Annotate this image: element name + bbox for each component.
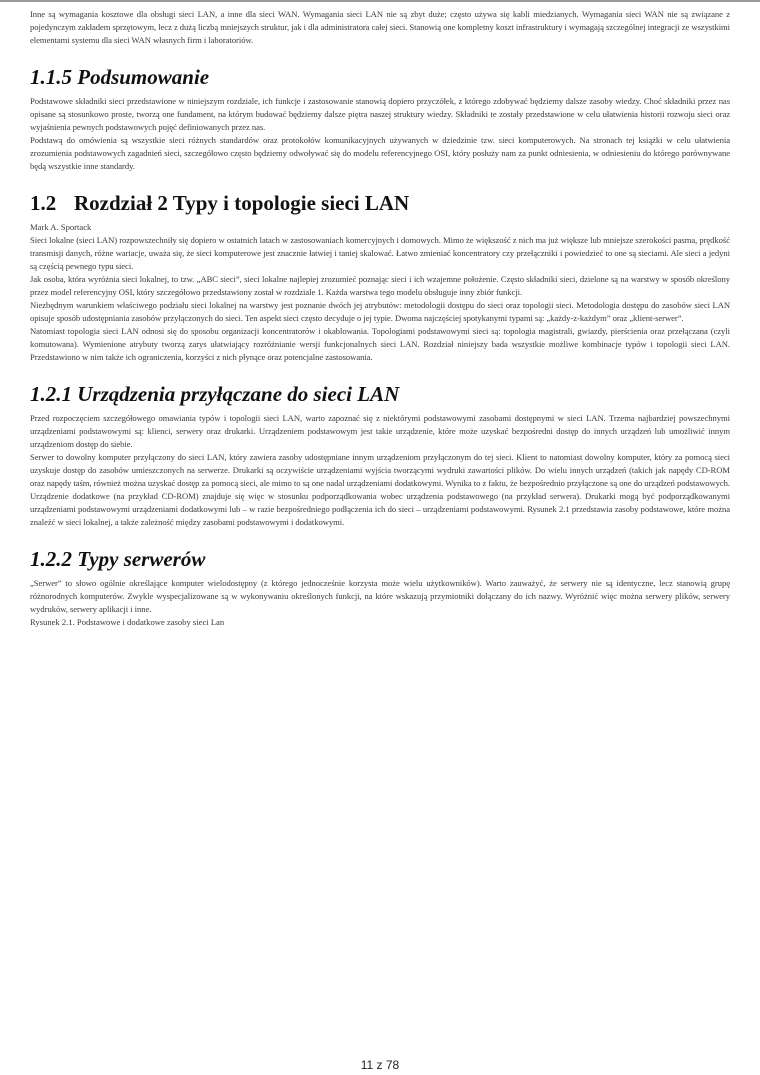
section-number: 1.1.5: [30, 65, 72, 89]
section-number: 1.2.2: [30, 547, 72, 571]
paragraph: „Serwer” to słowo ogólnie określające komputer wielodostępny (z którego jednocześnie korzysta może wielu użytkowników). Warto zauważyć, że serwery nie są identyczne, lecz stanowią grupę różnorodnych komputerów. Zwykle wyspecjalizowane są w wykonywaniu określonych funkcji, na które wskazują przymiotniki dołączany do ich nazwy. Wyróżnić więc można serwery plików, serwery wydruków, serwery aplikacji i inne.: [30, 578, 730, 614]
chapter-title: Rozdział 2 Typy i topologie sieci LAN: [74, 191, 410, 215]
paragraph: Niezbędnym warunkiem właściwego podziału sieci lokalnej na warstwy jest poznanie dwóch jej atrybutów: metodologii dostępu do sieci oraz topologii sieci. Metodologia dostępu do zasobów sieci LAN opisuje sposób udostępniania zasobów przyłączonych do sieci. Ten aspekt sieci często decyduje o jej typie. Dwoma najczęściej spotykanymi typami są: „każdy-z-każdym” oraz „klient-serwer”.: [30, 300, 730, 323]
page-content: [30, 8, 730, 629]
intro-paragraph: Inne są wymagania kosztowe dla obsługi sieci LAN, a inne dla sieci WAN. Wymagania sieci LAN nie są zbyt duże; często używa się kabli miedzianych. Wymagania sieci WAN nie są związane z pojedynczym zakładem sprzętowym, lecz z dużą liczbą mniejszych struktur, jak i dla administratora całej sieci. Stanowią one kompletny koszt infrastruktury i wymagają szczególnej integracji ze wszystkimi elementami systemu dla sieci WAN własnych firm i laboratoriów.: [30, 9, 730, 45]
paragraph: Serwer to dowolny komputer przyłączony do sieci LAN, który zawiera zasoby udostępniane innym urządzeniom przyłączonym do tej sieci. Klient to natomiast dowolny komputer, który za pomocą sieci uzyskuje dostęp do zasobów umieszczonych na serwerze. Drukarki są oczywiście urządzeniami wyjścia tworzącymi wydruki zawartości plików. Do wielu innych urządzeń (takich jak napędy CD-ROM oraz napędy taśm, również można uzyskać dostęp za pomocą sieci, ale mimo to są one nadal urządzeniami dodatkowymi. Wynika to z faktu, że bezpośrednio przyłączone są one do urządzeń podstawowych. Urządzenie dodatkowe (na przykład CD-ROM) znajduje się więc w stosunku podporządkowania wobec urządzenia podstawowego (na przykład serwera). Drukarki mogą być podporządkowanymi urządzeniami podstawowymi urządzeniami dodatkowymi lub – w razie bezpośredniego podłączenia ich do sieci – urządzeniami podstawowymi. Rysunek 2.1 przedstawia zasoby podstawowe, które można znaleźć w sieci lokalnej, a także zależność między zasobami podstawowymi i dodatkowymi.: [30, 452, 730, 527]
paragraph: Sieci lokalne (sieci LAN) rozpowszechniły się dopiero w ostatnich latach w zastosowaniach komercyjnych i domowych. Mimo że większość z nich ma już większe lub mniejsze szerokości pasma, prędkość transmisji danych, różne wariacje, uważa się, że sieci komputerowe jest znacznie łatwiej i taniej skalować. Łatwo zmieniać koncentratory czy przełączniki i powiedzieć to one są sieciami. Ale sieci a jedyni są częścią pewnego typu sieci.: [30, 235, 730, 271]
section-number: 1.2.1: [30, 382, 72, 406]
chapter-author: Mark A. Sportack: [30, 222, 92, 232]
section-title: Typy serwerów: [77, 547, 206, 571]
page-top-border: [0, 0, 760, 2]
section-title: Urządzenia przyłączane do sieci LAN: [77, 382, 400, 406]
paragraph: Przed rozpoczęciem szczegółowego omawiania typów i topologii sieci LAN, warto zapoznać się z niektórymi podstawowymi zasobami dostępnymi w sieci LAN. Trzema najbardziej powszechnymi urządzeniami podstawowymi są: klienci, serwery oraz drukarki. Urządzeniem podstawowym jest takie urządzenie, które może uzyskać bezpośredni dostęp do innych urządzeń lub umożliwić innym urządzeniom dostęp do siebie.: [30, 413, 730, 449]
chapter-number: 1.2: [30, 191, 57, 215]
chapter-heading-1-2: [30, 191, 730, 215]
page-number: 11 z 78: [360, 1058, 400, 1072]
section-heading-1-2-1: [30, 382, 730, 406]
paragraph: Podstawowe składniki sieci przedstawione w niniejszym rozdziale, ich funkcje i zastosowanie stanowią dopiero przyczółek, z którego zdobywać będziemy dalsze zasoby wiedzy. Choć składniki przez nas opisane są stosunkowo proste, tworzą one fundament, na którym budować będziemy dalsze piętra naszej struktury wiedzy. Składniki te zostały przedstawione w celu ułatwienia historii rozwoju sieci oraz wyjaśnienia pewnych podstawowych pojęć definiowanych przez nas.: [30, 96, 730, 132]
paragraph: Podstawą do omówienia są wszystkie sieci różnych standardów oraz protokołów komunikacyjnych używanych w dziedzinie tzw. sieci komputerowych. Na stronach tej książki w celu ułatwienia zrozumienia podstawowych zagadnień sieci, szczegółowo często będziemy odwoływać się do modelu referencyjnego OSI, który posłuży nam za punkt odniesienia, w odniesieniu do którego porównywane będą wszystkie inne standardy.: [30, 135, 730, 171]
paragraph: Jak osoba, która wyróżnia sieci lokalnej, to tzw. „ABC sieci”, sieci lokalne najlepiej zrozumieć poznając sieci i ich wzajemne położenie. Często składniki sieci, dzielone są na warstwy w sposób określony przez model referencyjny OSI, który szczegółowo przedstawiony został w rozdziale 1. Każda warstwa tego modelu obsługuje inny zbiór funkcji.: [30, 274, 730, 297]
paragraph: Natomiast topologia sieci LAN odnosi się do sposobu organizacji koncentratorów i okablowania. Topologiami podstawowymi sieci są: topologia magistrali, gwiazdy, pierścienia oraz przełączana (czyli komutowana). Wymienione atrybuty tworzą zarys ułatwiający rozróżnianie wersji funkcjonalnych sieci LAN. Rozdział niniejszy bada wszystkie możliwe kombinacje typów i topologii sieci LAN. Przedstawiono w nim także ich ograniczenia, korzyści z nich płynące oraz potencjalne zastosowania.: [30, 326, 730, 362]
section-title: Podsumowanie: [77, 65, 210, 89]
section-heading-1-2-2: [30, 547, 730, 571]
figure-caption: Rysunek 2.1. Podstawowe i dodatkowe zasoby sieci Lan: [30, 617, 225, 627]
section-heading-1-1-5: [30, 65, 730, 89]
